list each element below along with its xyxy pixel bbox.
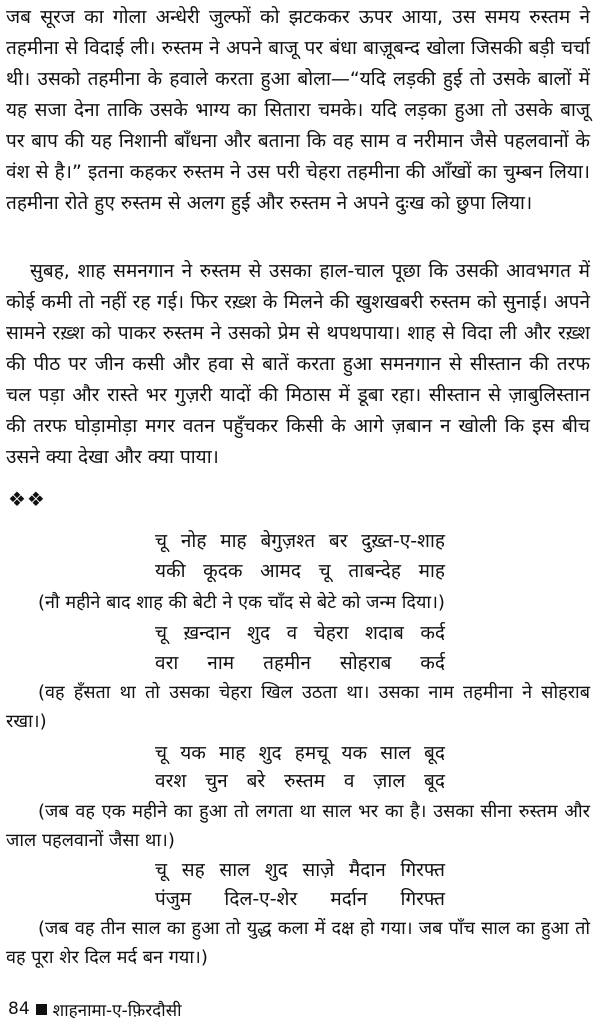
verse-translation: (जब वह तीन साल का हुआ तो युद्ध कला में दक्ष हो गया। जब पाँच साल का हुआ तो वह पूरा शेर दिल मर्द बन गया।) (6, 918, 590, 968)
verse-line: चू नोह माह बेगुज़श्त बर दुख़्त-ए-शाह (155, 530, 445, 552)
section-ornament: ❖❖ (8, 487, 46, 511)
verse-line: वरश चुन बरे रुस्तम व ज़ाल बूद (155, 770, 445, 792)
verse-line: यकी कूदक आमद चू ताबन्देह माह (155, 560, 445, 582)
verse-line: चू यक माह शुद हमचू यक साल बूद (155, 742, 445, 764)
verse-line: चू ख़न्दान शुद व चेहरा शदाब कर्द (155, 622, 445, 644)
verse-line: पंजुम दिल-ए-शेर मर्दान गिरफ्त (155, 888, 445, 910)
square-bullet-icon (36, 1004, 47, 1015)
running-title: शाहनामा-ए-फ़िरदौसी (52, 1000, 182, 1021)
page-footer (8, 996, 182, 1022)
verse-line: वरा नाम तहमीन सोहराब कर्द (155, 652, 445, 674)
verse-translation: (जब वह एक महीने का हुआ तो लगता था साल भर का है। उसका सीना रुस्तम और जाल पहलवानों जैसा था।) (6, 801, 590, 851)
verse-translation: (नौ महीने बाद शाह की बेटी ने एक चाँद से बेटे को जन्म दिया।) (38, 592, 445, 613)
page-number: 84 (8, 999, 30, 1019)
body-paragraph: जब सूरज का गोला अन्धेरी जुल्फों को झटककर ऊपर आया, उस समय रुस्तम ने तहमीना से विदाई ली। रुस्तम ने अपने बाजू पर बंधा बाज़ूबन्द खोला जिसकी बड़ी चर्चा थी। उसको तहमीना के हवाले करता हुआ बोला—“यदि लड़की हुई तो उसके बालों में यह सजा देना ताकि उसके भाग्य का सितारा चमके। यदि लड़का हुआ तो उसके बाजू पर बाप की यह निशानी बाँधना और बताना कि वह साम व नरीमान जैसे पहलवानों के वंश से है।” इतना कहकर रुस्तम ने उस परी चेहरा तहमीना की आँखों का चुम्बन लिया। तहमीना रोते हुए रुस्तम से अलग हुई और रुस्तम ने अपने दुःख को छुपा लिया। (6, 6, 590, 214)
verse-translation: (वह हँसता था तो उसका चेहरा खिल उठता था। उसका नाम तहमीना ने सोहराब रखा।) (6, 682, 590, 732)
verse-line: चू सह साल शुद साज़े मैदान गिरफ्त (155, 859, 445, 881)
body-paragraph: सुबह, शाह समनगान ने रुस्तम से उसका हाल-चाल पूछा कि उसकी आवभगत में कोई कमी तो नहीं रह गई। फिर रख़्श के मिलने की खुशखबरी रुस्तम को सुनाई। अपने सामने रख़्श को पाकर रुस्तम ने उसको प्रेम से थपथपाया। शाह से विदा ली और रख़्श की पीठ पर जीन कसी और हवा से बातें करता हुआ समनगान से सीस्तान की तरफ चल पड़ा और रास्ते भर गुज़री यादों की मिठास में डूबा रहा। सीस्तान से ज़ाबुलिस्तान की तरफ घोड़ामोड़ा मगर वतन पहुँचकर किसी के आगे ज़बान न खोली कि इस बीच उसने क्या देखा और क्या पाया। (6, 260, 590, 468)
